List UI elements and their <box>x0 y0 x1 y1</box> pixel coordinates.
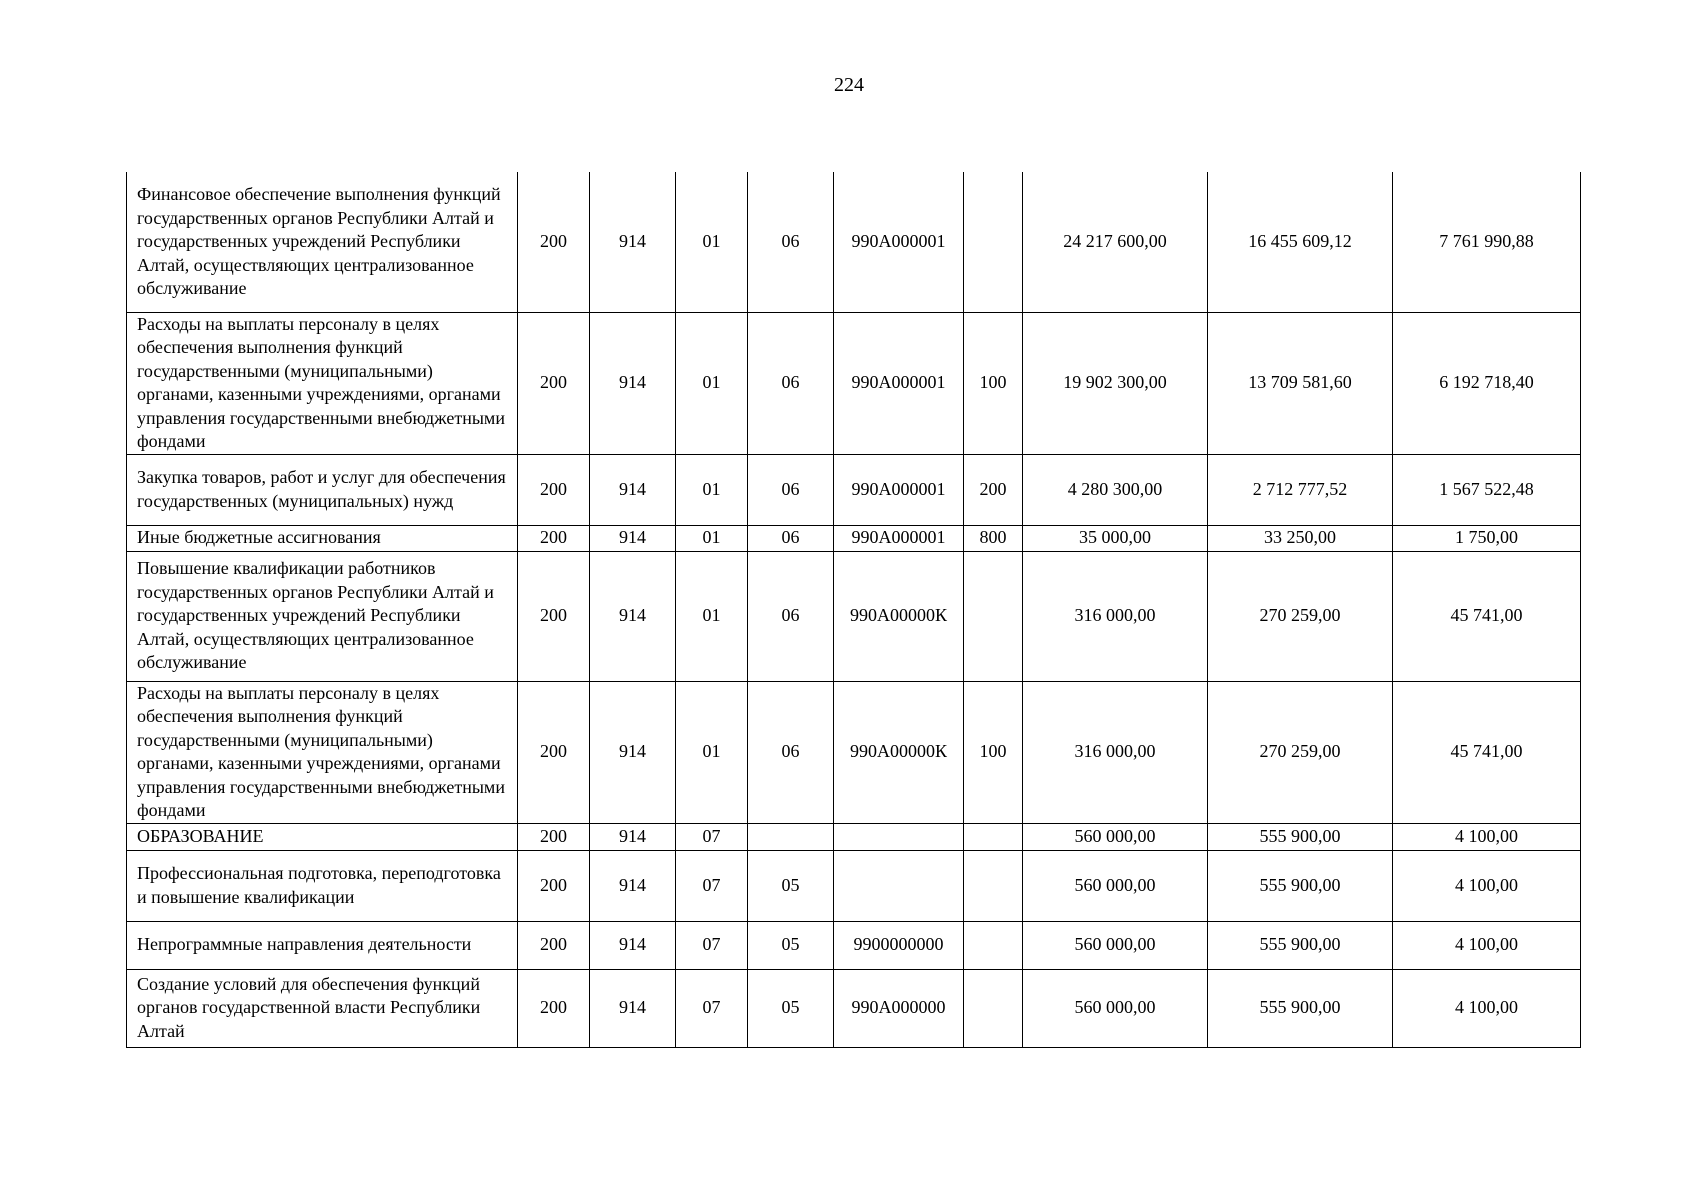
cell-amount-executed: 555 900,00 <box>1208 969 1393 1047</box>
cell-ministry-code: 914 <box>590 454 676 525</box>
cell-admin-code: 200 <box>518 823 590 850</box>
cell-amount-remaining: 4 100,00 <box>1393 823 1581 850</box>
cell-ministry-code: 914 <box>590 823 676 850</box>
cell-subsection: 06 <box>748 681 834 823</box>
cell-amount-executed: 270 259,00 <box>1208 551 1393 681</box>
table-row <box>127 823 1581 850</box>
row-name: Иные бюджетные ассигнования <box>127 525 518 551</box>
cell-target-article: 990А00000К <box>834 551 964 681</box>
cell-section: 01 <box>676 172 748 312</box>
cell-amount-executed: 13 709 581,60 <box>1208 312 1393 454</box>
cell-amount-remaining: 4 100,00 <box>1393 850 1581 921</box>
cell-expense-type <box>964 172 1023 312</box>
cell-amount-executed: 555 900,00 <box>1208 921 1393 969</box>
table-row <box>127 551 1581 681</box>
cell-expense-type <box>964 850 1023 921</box>
cell-subsection: 06 <box>748 312 834 454</box>
cell-amount-executed: 270 259,00 <box>1208 681 1393 823</box>
cell-amount-executed: 555 900,00 <box>1208 823 1393 850</box>
cell-section: 07 <box>676 969 748 1047</box>
cell-admin-code: 200 <box>518 172 590 312</box>
table-body <box>127 172 1581 1047</box>
cell-target-article: 990А000001 <box>834 312 964 454</box>
cell-amount-planned: 560 000,00 <box>1023 823 1208 850</box>
cell-expense-type: 100 <box>964 312 1023 454</box>
cell-ministry-code: 914 <box>590 172 676 312</box>
row-name: Повышение квалификации работников государственных органов Республики Алтай и государственных учреждений Республики Алтай, осуществляющих централизованное обслуживание <box>127 551 518 681</box>
cell-admin-code: 200 <box>518 921 590 969</box>
cell-amount-remaining: 4 100,00 <box>1393 921 1581 969</box>
cell-admin-code: 200 <box>518 969 590 1047</box>
cell-expense-type <box>964 969 1023 1047</box>
row-name: Непрограммные направления деятельности <box>127 921 518 969</box>
cell-admin-code: 200 <box>518 551 590 681</box>
cell-amount-remaining: 4 100,00 <box>1393 969 1581 1047</box>
cell-target-article: 990А000001 <box>834 525 964 551</box>
cell-ministry-code: 914 <box>590 969 676 1047</box>
cell-subsection: 06 <box>748 172 834 312</box>
cell-admin-code: 200 <box>518 681 590 823</box>
cell-expense-type <box>964 921 1023 969</box>
cell-amount-planned: 560 000,00 <box>1023 921 1208 969</box>
row-name: Финансовое обеспечение выполнения функций государственных органов Республики Алтай и государственных учреждений Республики Алтай, осуществляющих централизованное обслуживание <box>127 172 518 312</box>
cell-target-article: 9900000000 <box>834 921 964 969</box>
cell-admin-code: 200 <box>518 312 590 454</box>
cell-section: 01 <box>676 525 748 551</box>
cell-section: 07 <box>676 823 748 850</box>
cell-amount-remaining: 6 192 718,40 <box>1393 312 1581 454</box>
row-name: Создание условий для обеспечения функций органов государственной власти Республики Алтай <box>127 969 518 1047</box>
cell-ministry-code: 914 <box>590 312 676 454</box>
cell-target-article <box>834 850 964 921</box>
cell-subsection <box>748 823 834 850</box>
row-name: ОБРАЗОВАНИЕ <box>127 823 518 850</box>
cell-admin-code: 200 <box>518 525 590 551</box>
cell-amount-planned: 4 280 300,00 <box>1023 454 1208 525</box>
cell-amount-remaining: 1 567 522,48 <box>1393 454 1581 525</box>
table-row <box>127 172 1581 312</box>
cell-section: 01 <box>676 454 748 525</box>
table-row <box>127 850 1581 921</box>
row-name: Профессиональная подготовка, переподготовка и повышение квалификации <box>127 850 518 921</box>
cell-admin-code: 200 <box>518 454 590 525</box>
budget-table <box>126 172 1581 1048</box>
row-name: Закупка товаров, работ и услуг для обеспечения государственных (муниципальных) нужд <box>127 454 518 525</box>
cell-expense-type <box>964 551 1023 681</box>
cell-section: 01 <box>676 681 748 823</box>
table-row <box>127 525 1581 551</box>
row-name: Расходы на выплаты персоналу в целях обеспечения выполнения функций государственными (муниципальными) органами, казенными учреждениями, органами управления государственными внебюджетными фондами <box>127 681 518 823</box>
cell-amount-executed: 555 900,00 <box>1208 850 1393 921</box>
cell-amount-planned: 35 000,00 <box>1023 525 1208 551</box>
cell-ministry-code: 914 <box>590 525 676 551</box>
page-number: 224 <box>834 74 864 96</box>
cell-target-article: 990А000001 <box>834 172 964 312</box>
cell-amount-planned: 560 000,00 <box>1023 969 1208 1047</box>
cell-amount-remaining: 1 750,00 <box>1393 525 1581 551</box>
table-row <box>127 681 1581 823</box>
cell-subsection: 05 <box>748 969 834 1047</box>
cell-subsection: 06 <box>748 551 834 681</box>
cell-expense-type: 100 <box>964 681 1023 823</box>
cell-admin-code: 200 <box>518 850 590 921</box>
cell-section: 01 <box>676 551 748 681</box>
cell-section: 07 <box>676 850 748 921</box>
cell-expense-type: 800 <box>964 525 1023 551</box>
cell-target-article: 990А00000К <box>834 681 964 823</box>
cell-section: 07 <box>676 921 748 969</box>
table-row <box>127 312 1581 454</box>
cell-amount-remaining: 45 741,00 <box>1393 681 1581 823</box>
table-row <box>127 921 1581 969</box>
cell-ministry-code: 914 <box>590 850 676 921</box>
cell-expense-type <box>964 823 1023 850</box>
cell-section: 01 <box>676 312 748 454</box>
cell-amount-planned: 316 000,00 <box>1023 681 1208 823</box>
cell-amount-executed: 16 455 609,12 <box>1208 172 1393 312</box>
table-row <box>127 969 1581 1047</box>
table-row <box>127 454 1581 525</box>
cell-amount-planned: 24 217 600,00 <box>1023 172 1208 312</box>
cell-amount-remaining: 7 761 990,88 <box>1393 172 1581 312</box>
cell-amount-planned: 560 000,00 <box>1023 850 1208 921</box>
cell-amount-remaining: 45 741,00 <box>1393 551 1581 681</box>
cell-target-article: 990А000001 <box>834 454 964 525</box>
cell-ministry-code: 914 <box>590 921 676 969</box>
cell-amount-executed: 33 250,00 <box>1208 525 1393 551</box>
cell-ministry-code: 914 <box>590 681 676 823</box>
cell-target-article <box>834 823 964 850</box>
cell-ministry-code: 914 <box>590 551 676 681</box>
cell-subsection: 06 <box>748 454 834 525</box>
cell-target-article: 990А000000 <box>834 969 964 1047</box>
row-name: Расходы на выплаты персоналу в целях обеспечения выполнения функций государственными (муниципальными) органами, казенными учреждениями, органами управления государственными внебюджетными фондами <box>127 312 518 454</box>
cell-subsection: 06 <box>748 525 834 551</box>
cell-amount-executed: 2 712 777,52 <box>1208 454 1393 525</box>
cell-amount-planned: 19 902 300,00 <box>1023 312 1208 454</box>
cell-subsection: 05 <box>748 921 834 969</box>
cell-subsection: 05 <box>748 850 834 921</box>
cell-amount-planned: 316 000,00 <box>1023 551 1208 681</box>
cell-expense-type: 200 <box>964 454 1023 525</box>
